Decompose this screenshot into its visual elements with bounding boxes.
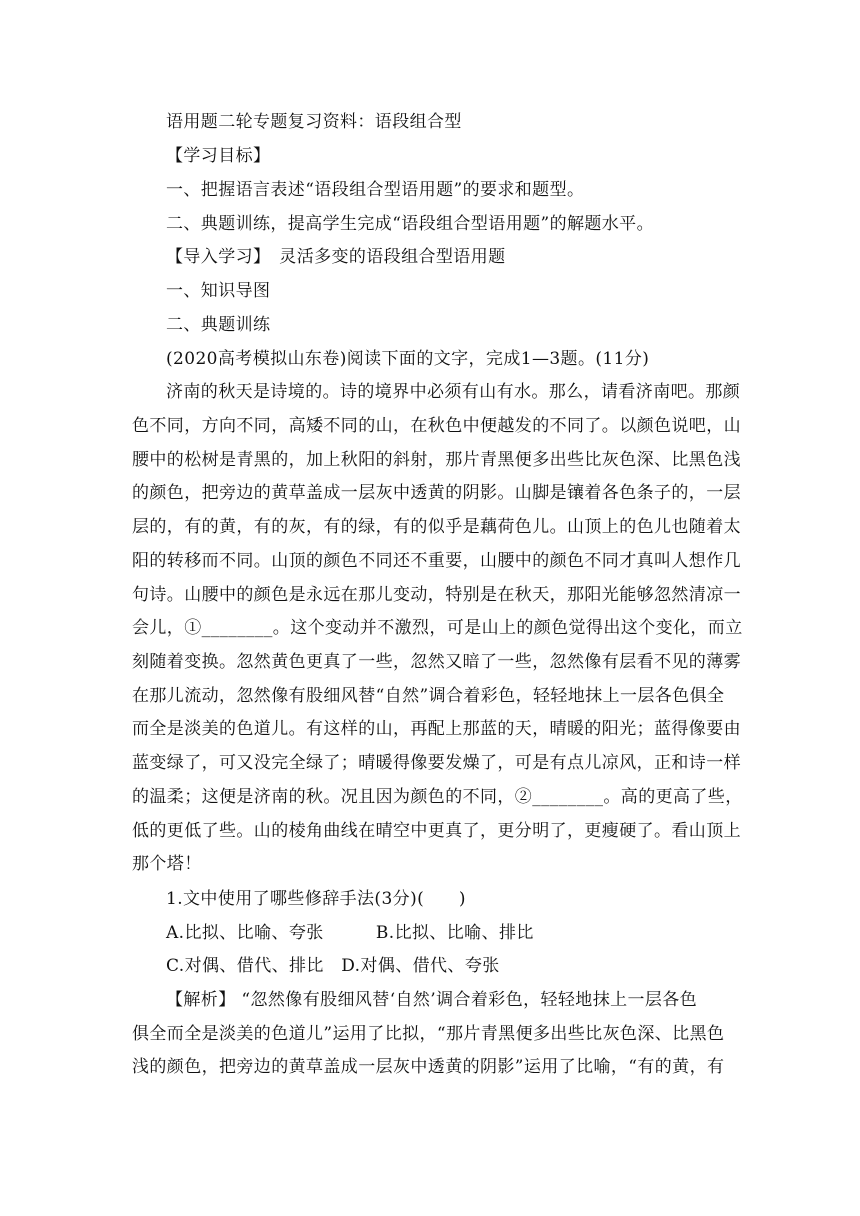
passage-line: 腰中的松树是青黑的，加上秋阳的斜射，那片青黑便多出些比灰色深、比黑色浅 xyxy=(132,450,741,470)
passage-line: 层的，有的黄，有的灰，有的绿，有的似乎是藕荷色儿。山顶上的色儿也随着太 xyxy=(132,517,741,537)
passage-line: 色不同，方向不同，高矮不同的山，在秋色中便越发的不同了。以颜色说吧，山 xyxy=(132,416,741,436)
passage-line: 的温柔；这便是济南的秋。况且因为颜色的不同，②________。高的更高了些， xyxy=(132,787,743,807)
question-source: (2020高考模拟山东卷)阅读下面的文字，完成1—3题。(11分) xyxy=(166,349,650,369)
answer-options: C.对偶、借代、排比 D.对偶、借代、夸张 xyxy=(166,956,500,976)
goal-line: 二、典题训练，提高学生完成“语段组合型语用题”的解题水平。 xyxy=(166,214,654,234)
passage-line: 蓝变绿了，可又没完全绿了；晴暖得像要发燥了，可是有点儿凉风，正和诗一样 xyxy=(132,753,741,773)
passage-line: 刻随着变换。忽然黄色更真了一些，忽然又暗了一些，忽然像有层看不见的薄雾 xyxy=(132,652,741,672)
section-heading: 一、知识导图 xyxy=(166,281,271,301)
passage-line: 低的更低了些。山的棱角曲线在晴空中更真了，更分明了，更瘦硬了。看山顶上 xyxy=(132,821,741,841)
passage-line: 阳的转移而不同。山顶的颜色不同还不重要，山腰中的颜色不同才真叫人想作几 xyxy=(132,551,741,571)
passage-line: 而全是淡美的色道儿。有这样的山，再配上那蓝的天，晴暖的阳光；蓝得像要由 xyxy=(132,719,741,739)
passage-line: 的颜色，把旁边的黄草盖成一层灰中透黄的阴影。山脚是镶着各色条子的，一层 xyxy=(132,483,741,503)
goal-line: 一、把握语言表述“语段组合型语用题”的要求和题型。 xyxy=(166,180,585,200)
passage-line: 在那儿流动，忽然像有股细风替“自然”调合着彩色，轻轻地抹上一层各色俱全 xyxy=(132,686,725,706)
passage-line: 会儿，①________。这个变动并不激烈，可是山上的颜色觉得出这个变化，而立 xyxy=(132,618,743,638)
passage-line: 那个塔！ xyxy=(132,854,202,874)
heading-intro-learning: 【导入学习】 灵活多变的语段组合型语用题 xyxy=(166,247,506,267)
passage-line: 句诗。山腰中的颜色是永远在那儿变动，特别是在秋天，那阳光能够忽然清凉一 xyxy=(132,585,741,605)
question-stem: 1.文中使用了哪些修辞手法(3分)( ) xyxy=(166,889,466,909)
answer-options: A.比拟、比喻、夸张 B.比拟、比喻、排比 xyxy=(166,923,534,943)
section-heading: 二、典题训练 xyxy=(166,315,271,335)
analysis-line: 【解析】 “忽然像有股细风替‘自然’调合着彩色，轻轻地抹上一层各色 xyxy=(166,990,698,1010)
analysis-line: 俱全而全是淡美的色道儿”运用了比拟，“那片青黑便多出些比灰色深、比黑色 xyxy=(132,1024,725,1044)
document-title: 语用题二轮专题复习资料：语段组合型 xyxy=(166,112,462,132)
passage-line: 济南的秋天是诗境的。诗的境界中必须有山有水。那么，请看济南吧。那颜 xyxy=(166,382,741,402)
heading-learning-goals: 【学习目标】 xyxy=(166,146,271,166)
analysis-line: 浅的颜色，把旁边的黄草盖成一层灰中透黄的阴影”运用了比喻，“有的黄，有 xyxy=(132,1057,725,1077)
